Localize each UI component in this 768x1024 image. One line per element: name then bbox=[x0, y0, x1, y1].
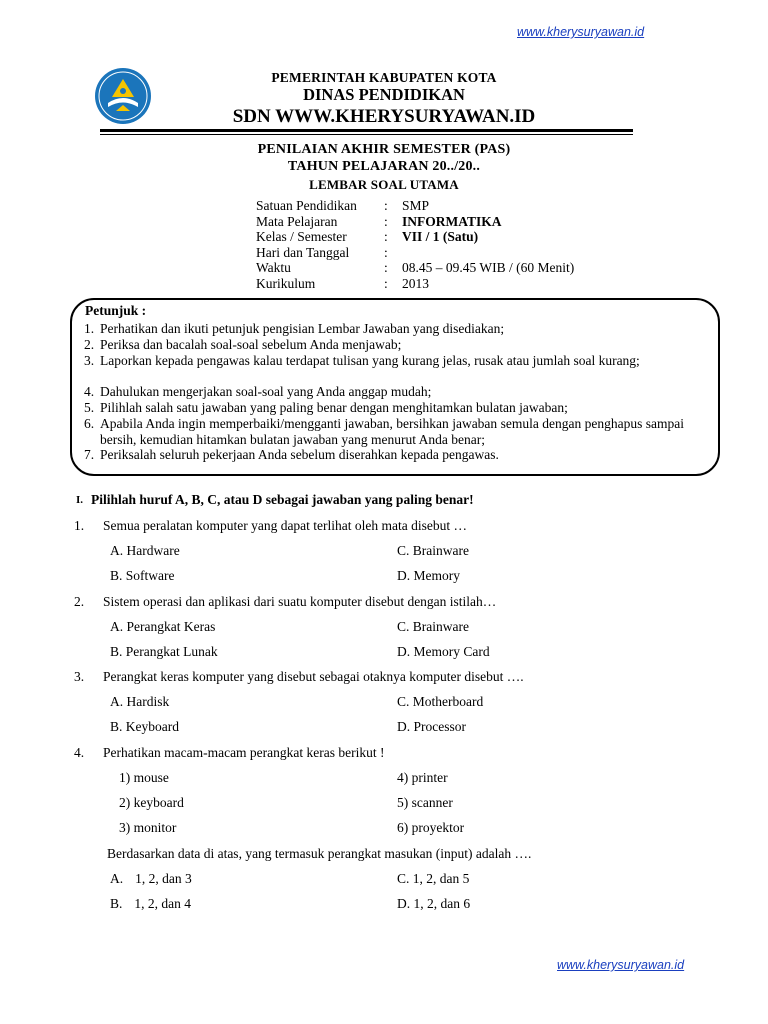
hardware-list-item: 2) keyboard bbox=[119, 795, 184, 810]
info-row-date bbox=[256, 245, 656, 261]
exam-sheet-title: LEMBAR SOAL UTAMA bbox=[309, 177, 459, 192]
answer-option[interactable]: D. Memory Card bbox=[397, 644, 490, 659]
top-website-link[interactable]: www.kherysuryawan.id bbox=[517, 25, 645, 39]
info-row-school-level bbox=[256, 198, 656, 214]
info-value: VII / 1 (Satu) bbox=[402, 229, 479, 244]
answer-option[interactable]: C. Motherboard bbox=[397, 694, 484, 709]
info-value: 08.45 – 09.45 WIB / (60 Menit) bbox=[402, 260, 575, 275]
question-number: 2. bbox=[74, 594, 85, 609]
hardware-list-item: 1) mouse bbox=[119, 770, 169, 785]
instruction-number: 2. bbox=[84, 337, 95, 352]
instruction-item bbox=[84, 337, 684, 353]
header-school-name: SDN WWW.KHERYSURYAWAN.ID bbox=[232, 106, 536, 127]
answer-option[interactable]: D. Processor bbox=[397, 719, 466, 734]
instruction-item bbox=[84, 321, 684, 337]
instruction-number: 6. bbox=[84, 416, 95, 431]
section-title: Pilihlah huruf A, B, C, atau D sebagai jawaban yang paling benar! bbox=[91, 492, 474, 507]
answer-option[interactable]: D. Memory bbox=[397, 568, 460, 583]
option-letter: B. bbox=[110, 896, 123, 911]
info-value: 2013 bbox=[402, 275, 429, 291]
answer-option[interactable]: A. Hardisk bbox=[110, 694, 170, 709]
header-department: DINAS PENDIDIKAN bbox=[303, 85, 465, 104]
info-colon: : bbox=[384, 260, 388, 275]
instruction-text: Periksa dan bacalah soal-soal sebelum Anda menjawab; bbox=[100, 337, 402, 352]
instruction-number: 7. bbox=[84, 447, 95, 462]
answer-option[interactable]: B. Keyboard bbox=[110, 719, 179, 734]
instruction-text: Periksalah seluruh pekerjaan Anda sebelum diserahkan kepada pengawas. bbox=[100, 447, 499, 462]
answer-option[interactable] bbox=[110, 896, 191, 912]
answer-option[interactable] bbox=[397, 871, 469, 887]
info-row-time bbox=[256, 260, 656, 276]
info-colon: : bbox=[384, 198, 388, 213]
info-colon: : bbox=[384, 229, 388, 244]
answer-option[interactable]: C. Brainware bbox=[397, 619, 469, 634]
answer-option[interactable]: A. Hardware bbox=[110, 543, 180, 558]
instruction-item bbox=[84, 416, 684, 447]
header-divider-thin bbox=[100, 134, 633, 135]
info-label: Kelas / Semester bbox=[256, 229, 347, 244]
answer-option[interactable] bbox=[397, 896, 470, 912]
instructions-title: Petunjuk : bbox=[85, 303, 147, 318]
exam-title: PENILAIAN AKHIR SEMESTER (PAS) bbox=[257, 142, 511, 157]
question-number: 3. bbox=[74, 669, 85, 684]
instruction-item bbox=[84, 353, 684, 369]
info-row-class-semester bbox=[256, 229, 656, 245]
info-label: Satuan Pendidikan bbox=[256, 198, 357, 213]
instruction-number: 5. bbox=[84, 400, 95, 415]
answer-option[interactable] bbox=[110, 871, 192, 887]
answer-option[interactable]: B. Software bbox=[110, 568, 175, 583]
info-colon: : bbox=[384, 275, 388, 291]
info-colon: : bbox=[384, 244, 388, 260]
info-row-curriculum bbox=[256, 276, 656, 292]
instruction-number: 3. bbox=[84, 353, 95, 368]
answer-option[interactable]: A. Perangkat Keras bbox=[110, 619, 216, 634]
question-text: Sistem operasi dan aplikasi dari suatu komputer disebut dengan istilah… bbox=[103, 594, 497, 609]
section-number: I. bbox=[76, 494, 84, 506]
instruction-text: Dahulukan mengerjakan soal-soal yang Anda anggap mudah; bbox=[100, 384, 432, 399]
option-text: 1, 2, dan 6 bbox=[413, 896, 471, 911]
instruction-number: 4. bbox=[84, 384, 95, 399]
instruction-text: Perhatikan dan ikuti petunjuk pengisian Lembar Jawaban yang disediakan; bbox=[100, 321, 505, 336]
instruction-text: Laporkan kepada pengawas kalau terdapat tulisan yang kurang jelas, rusak atau jumlah soal kurang; bbox=[100, 353, 640, 368]
header-divider-thick bbox=[100, 129, 633, 132]
hardware-list-item: 4) printer bbox=[397, 770, 448, 785]
instruction-text: Pilihlah salah satu jawaban yang paling benar dengan menghitamkan bulatan jawaban; bbox=[100, 400, 568, 415]
exam-year: TAHUN PELAJARAN 20../20.. bbox=[287, 159, 481, 174]
info-label: Waktu bbox=[256, 260, 291, 275]
hardware-list-item: 6) proyektor bbox=[397, 820, 465, 835]
option-text: 1, 2, dan 4 bbox=[134, 896, 192, 911]
instruction-item bbox=[84, 384, 684, 400]
instruction-text: Apabila Anda ingin memperbaiki/mengganti jawaban, bersihkan jawaban semula dengan penghapus sampai bersih, kemudian hitamkan bulatan jawaban yang menurut Anda benar; bbox=[100, 416, 684, 447]
option-letter: C. bbox=[397, 871, 410, 886]
option-letter: D. bbox=[397, 896, 411, 911]
answer-option[interactable]: B. Perangkat Lunak bbox=[110, 644, 218, 659]
info-value: SMP bbox=[402, 198, 430, 213]
info-label: Kurikulum bbox=[256, 275, 316, 291]
info-colon: : bbox=[384, 213, 388, 229]
info-value: INFORMATIKA bbox=[402, 213, 502, 229]
option-text: 1, 2, dan 3 bbox=[135, 871, 192, 886]
question-number: 4. bbox=[74, 745, 85, 760]
question-prompt: Berdasarkan data di atas, yang termasuk perangkat masukan (input) adalah …. bbox=[107, 846, 532, 861]
answer-option[interactable]: C. Brainware bbox=[397, 543, 469, 558]
info-label: Mata Pelajaran bbox=[256, 213, 338, 229]
instruction-number: 1. bbox=[84, 321, 95, 336]
question-text: Perhatikan macam-macam perangkat keras berikut ! bbox=[103, 745, 385, 760]
info-row-subject bbox=[256, 214, 656, 230]
question-text: Perangkat keras komputer yang disebut sebagai otaknya komputer disebut …. bbox=[103, 669, 524, 684]
hardware-list-item: 3) monitor bbox=[119, 820, 177, 835]
instruction-item bbox=[84, 447, 684, 463]
question-text: Semua peralatan komputer yang dapat terlihat oleh mata disebut … bbox=[103, 518, 468, 533]
bottom-website-link[interactable]: www.kherysuryawan.id bbox=[557, 958, 685, 972]
hardware-list-item: 5) scanner bbox=[397, 795, 453, 810]
header-government: PEMERINTAH KABUPATEN KOTA bbox=[271, 70, 497, 85]
question-number: 1. bbox=[74, 518, 85, 533]
option-letter: A. bbox=[110, 871, 124, 886]
instruction-item bbox=[84, 400, 684, 416]
option-text: 1, 2, dan 5 bbox=[412, 871, 470, 886]
info-label: Hari dan Tanggal bbox=[256, 244, 350, 260]
